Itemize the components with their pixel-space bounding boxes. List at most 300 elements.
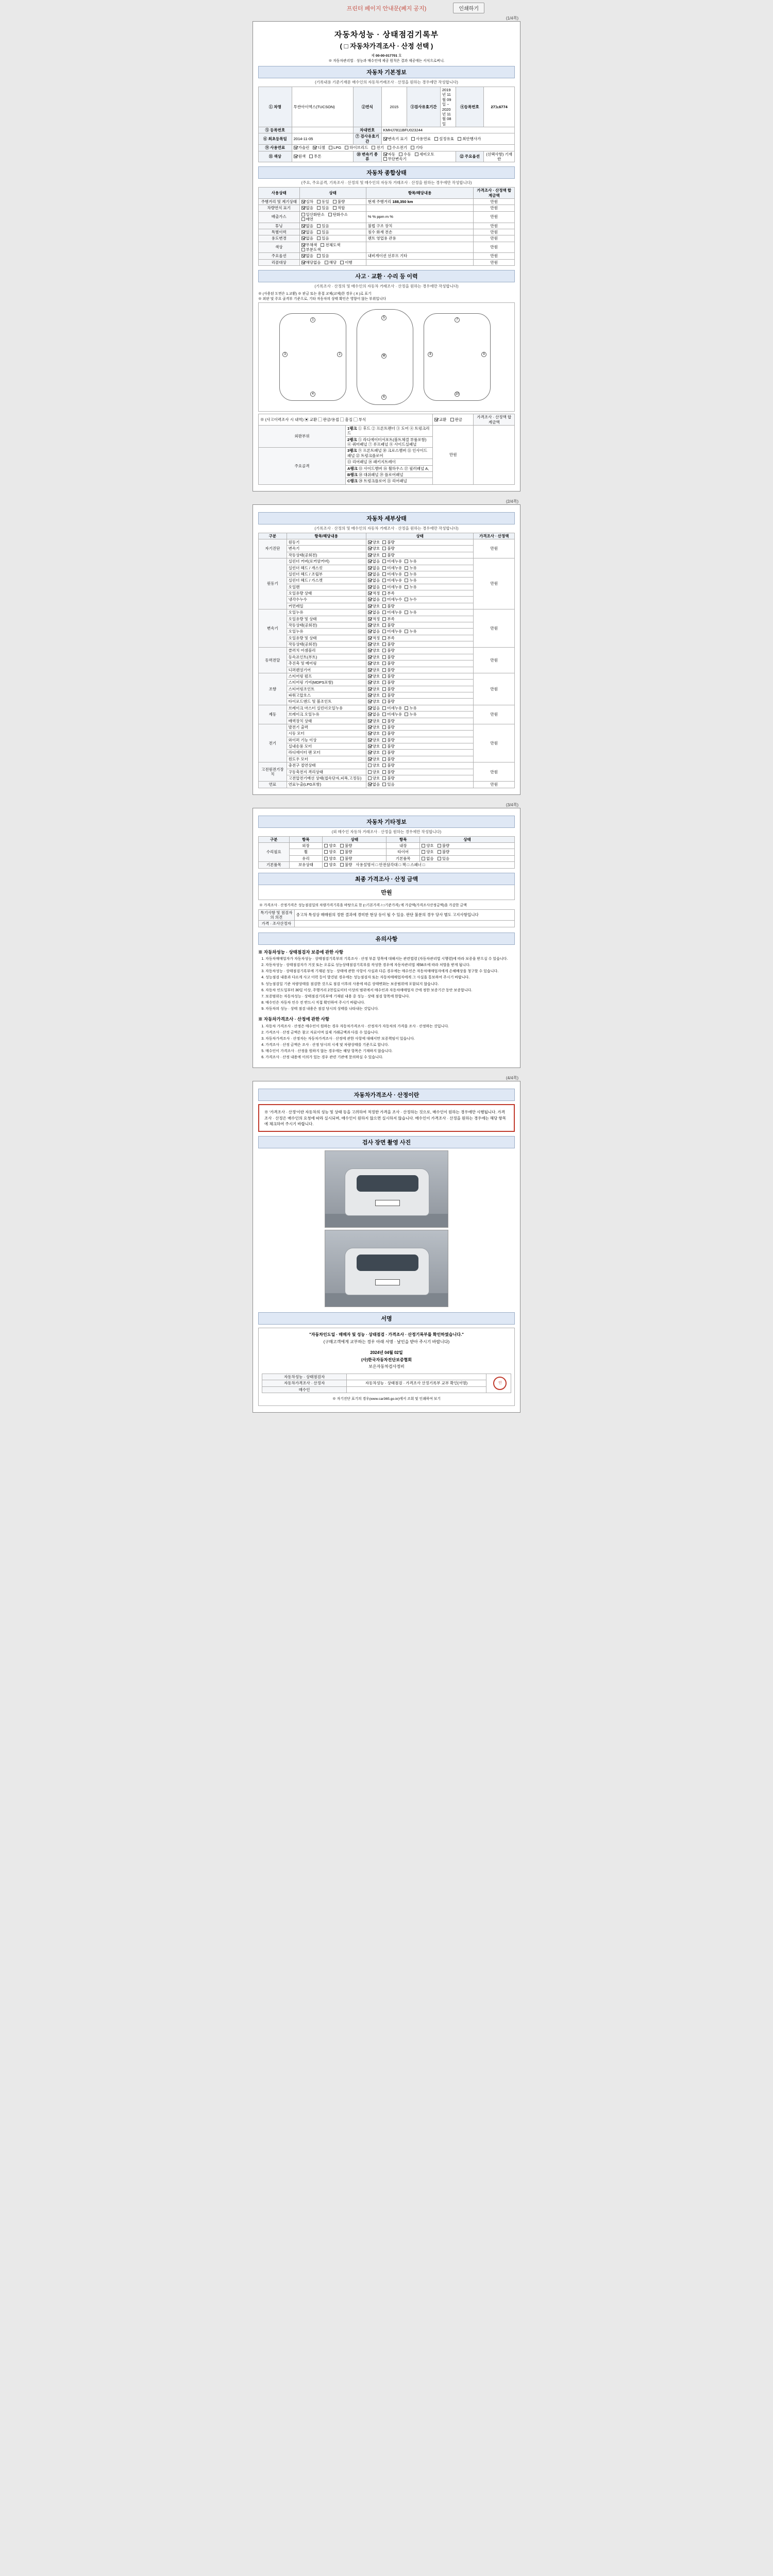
row-price: 만원: [474, 211, 515, 223]
rank-items: ⑨ 프론트패널 ⑩ 크로스멤버 ⑪ 인사이드패널 ⑫ 트렁크플로어: [347, 448, 428, 458]
checkbox-option[interactable]: 최안행사가: [458, 137, 481, 141]
state-option[interactable]: [382, 546, 395, 551]
cell-label: ②연식: [353, 87, 381, 127]
sign-row-value[interactable]: [347, 1374, 486, 1380]
state-option[interactable]: [368, 553, 380, 557]
page-1: [253, 21, 520, 492]
row-options: [366, 737, 474, 743]
state-option[interactable]: [340, 862, 352, 867]
state-option[interactable]: [405, 706, 417, 710]
sign-text-2: (구매고객에게 교부하는 경우 아래 서명 · 날인을 받아 주시기 바랍니다): [323, 1339, 450, 1344]
state-option-label: 불량: [387, 775, 395, 781]
row-name: 실린더 헤드 / 가스켓: [287, 578, 366, 584]
doc-title: 자동차성능 · 상태점검기록부: [334, 30, 439, 39]
state-option[interactable]: [368, 629, 380, 634]
fuel-option[interactable]: [345, 145, 368, 150]
checkbox-option[interactable]: 설정유효: [434, 137, 454, 141]
row-options: [366, 680, 474, 686]
row-options: [366, 584, 474, 590]
notice-item: 1. 자동차 가격조사 · 산정은 매수인이 원하는 경우 자동차가격조사 · 산정자가 자동차의 가격을 조사 · 산정하는 것입니다.: [265, 1024, 515, 1029]
state-option-label: 불량: [387, 750, 395, 755]
state-option[interactable]: [382, 750, 395, 755]
state-option-label: 있음: [387, 782, 395, 787]
sign-company-name: 보은자동차검사정비: [368, 1364, 405, 1369]
row-price: 만원: [474, 223, 515, 229]
row-name: 등속죠인트(부트): [287, 654, 366, 660]
cell-value: 27노6774: [484, 87, 515, 127]
color-option[interactable]: [309, 154, 322, 159]
detail-group-label: 자기진단: [259, 539, 287, 558]
state-option[interactable]: [368, 597, 380, 602]
state-option[interactable]: [368, 604, 380, 608]
rank-row: [345, 459, 432, 465]
fuel-option-label: 디젤: [317, 145, 325, 150]
state-option[interactable]: [368, 610, 380, 615]
row-options: [366, 654, 474, 660]
trans-option[interactable]: [415, 152, 434, 157]
rank-name: C랭크: [347, 479, 358, 484]
state-option[interactable]: [368, 566, 380, 570]
state-option[interactable]: [382, 648, 395, 653]
state-option[interactable]: [368, 776, 380, 781]
state-option[interactable]: [368, 699, 380, 704]
state-option-label: 미세누유: [387, 610, 402, 615]
print-button[interactable]: 인쇄하기: [453, 3, 484, 13]
state-option[interactable]: [438, 856, 450, 861]
state-option-label: 불량: [387, 603, 395, 608]
state-option[interactable]: [328, 212, 348, 217]
state-option[interactable]: [382, 636, 395, 640]
col-header: 가격조사 · 산정액: [474, 533, 515, 539]
row-options: [366, 775, 474, 781]
row-price: 만원: [474, 648, 515, 673]
row-options: [366, 609, 474, 616]
state-option[interactable]: [382, 591, 395, 596]
state-option-label: 불량: [387, 699, 395, 704]
fuel-option-label: LPG: [333, 145, 342, 150]
state-option[interactable]: [382, 725, 395, 730]
fuel-option[interactable]: [294, 145, 310, 150]
state-option[interactable]: [340, 856, 352, 861]
state-option[interactable]: [368, 693, 380, 698]
rank-items: ① 후드 ② 프론트펜더 ③ 도어 ④ 트렁크리드: [347, 426, 430, 436]
diagram-point[interactable]: 6: [381, 395, 386, 400]
row-name: 발전기 출력: [287, 724, 366, 730]
state-option[interactable]: [368, 719, 380, 723]
state-option-label: 미세누유: [387, 559, 402, 564]
topbar: [0, 0, 773, 15]
row-options: [420, 843, 515, 849]
state-option-label: 미세누유: [387, 565, 402, 570]
row-detail: [366, 259, 474, 265]
state-option[interactable]: [301, 217, 314, 222]
state-option[interactable]: [368, 648, 380, 653]
cell-label: ③검사유효기간: [407, 87, 441, 127]
state-option[interactable]: [405, 712, 417, 717]
page-number-3: (3/4쪽): [506, 802, 518, 807]
state-option-label: 불량: [387, 724, 395, 730]
state-option[interactable]: [340, 260, 352, 265]
sign-date: 2024년 04월 02일: [370, 1350, 403, 1355]
state-option[interactable]: [382, 731, 395, 736]
state-option[interactable]: [368, 750, 380, 755]
state-option-label: 양호: [329, 850, 337, 855]
cell-label: ⑤ 등록번호: [259, 127, 292, 133]
state-option[interactable]: [405, 610, 417, 615]
state-option[interactable]: [382, 706, 402, 710]
row-options: [366, 552, 474, 558]
legend-option-label: 판금: [455, 417, 463, 422]
fuel-option[interactable]: [313, 145, 325, 150]
table-row: [259, 558, 515, 565]
state-option[interactable]: [368, 591, 380, 596]
trans-option-label: 자동: [388, 151, 396, 157]
state-option[interactable]: [368, 578, 380, 583]
state-option[interactable]: [301, 236, 314, 241]
row-options: [299, 205, 366, 211]
cell-label: ⑥ 최초등록일: [259, 133, 292, 145]
state-option-label: 누유: [409, 610, 417, 615]
row-name: 휠: [289, 849, 323, 855]
notice-item: 4. 가격조사 · 산정 금액은 조사 · 산정 당시의 시세 및 차량상태를 기준으로 합니다.: [265, 1043, 515, 1048]
state-option[interactable]: [333, 199, 345, 204]
state-option[interactable]: [301, 212, 325, 217]
state-option[interactable]: [422, 850, 434, 854]
table-row: [259, 843, 515, 849]
row-name: 기본품목: [386, 855, 420, 861]
state-option-label: 있음: [322, 236, 329, 241]
state-option[interactable]: [382, 642, 395, 647]
state-option[interactable]: [368, 782, 380, 787]
row-options: [323, 843, 386, 849]
row-options: [366, 558, 474, 565]
state-option[interactable]: [382, 655, 395, 659]
state-option[interactable]: [301, 260, 321, 265]
state-option[interactable]: [301, 206, 314, 210]
state-option[interactable]: [382, 680, 395, 685]
diagram-point[interactable]: 7: [455, 317, 460, 323]
state-option[interactable]: [405, 578, 417, 583]
state-option-label: 양호: [329, 862, 337, 868]
state-option-label: 동일: [322, 199, 329, 204]
diagram-point[interactable]: M: [381, 353, 386, 359]
table-row: [259, 253, 515, 259]
state-option-label: 없음: [372, 610, 380, 615]
checkbox-option[interactable]: 변속기 표기: [383, 137, 408, 141]
band-other: 자동차 기타정보: [258, 816, 515, 828]
notice-heading: ※ 자동차가격조사 · 산정에 관한 사항: [258, 1016, 330, 1022]
color-option-label: 투톤: [314, 154, 322, 159]
state-option[interactable]: [324, 862, 337, 867]
state-option[interactable]: [382, 572, 402, 577]
state-option[interactable]: [438, 850, 450, 854]
diagram-point[interactable]: 8: [428, 352, 433, 357]
state-option-label: 일산화탄소: [306, 212, 325, 217]
row-options: [299, 199, 366, 205]
state-option-label: 부족: [387, 635, 395, 640]
state-option[interactable]: [382, 617, 395, 621]
state-option[interactable]: [368, 546, 380, 551]
row-options: [299, 253, 366, 259]
state-option[interactable]: [368, 731, 380, 736]
rank-row: [345, 478, 432, 484]
state-option[interactable]: [317, 224, 329, 228]
col-header: 상태: [299, 188, 366, 199]
state-option[interactable]: [382, 693, 395, 698]
col-header: 사용상태: [259, 188, 300, 199]
color-label: ⑪ 색상: [259, 151, 292, 162]
outer-label: 외판부위: [259, 425, 346, 448]
state-option[interactable]: [382, 757, 395, 761]
state-option[interactable]: [405, 572, 417, 577]
col-header: 항목: [386, 836, 420, 842]
state-option-label: 없음: [372, 597, 380, 602]
state-option-label: 미세누유: [387, 584, 402, 589]
state-option[interactable]: [368, 680, 380, 685]
row-price: 만원: [474, 229, 515, 235]
state-option[interactable]: [368, 668, 380, 672]
state-option[interactable]: [368, 642, 380, 647]
cell-value: [381, 133, 514, 145]
diagram-point[interactable]: 2: [337, 352, 342, 357]
state-option[interactable]: [368, 559, 380, 564]
row-name: 실린더 헤드 / 개스킷: [287, 565, 366, 571]
state-option[interactable]: [405, 629, 417, 634]
state-option-label: 양호: [329, 843, 337, 848]
state-option[interactable]: [368, 636, 380, 640]
fuel-option[interactable]: [372, 145, 384, 150]
state-option[interactable]: [382, 553, 395, 557]
band-total: 자동차 종합상태: [258, 166, 515, 179]
state-option[interactable]: [368, 540, 380, 545]
band-total-note: (주요, 주요골격, 기록조사 · 산정의 및 매수인의 자동차 거래조사 · 산정을 원하는 경우에만 작성합니다): [301, 180, 472, 185]
state-option-label: 양호: [372, 648, 380, 653]
legend-option[interactable]: [434, 417, 447, 422]
fuel-option[interactable]: [411, 145, 423, 150]
row-name: 배출가스: [259, 211, 300, 223]
state-option[interactable]: [382, 623, 395, 628]
cell-value: 투싼아이엑스(TUCSON): [292, 87, 353, 127]
trans-option[interactable]: [383, 157, 407, 161]
fuel-option-label: 기타: [415, 145, 423, 150]
row-name: 유리: [289, 855, 323, 861]
col-header: 상태: [323, 836, 386, 842]
state-option[interactable]: [324, 843, 337, 848]
diagram-point[interactable]: 3: [282, 352, 288, 357]
band-basic: 자동차 기본정보: [258, 66, 515, 78]
notice-item: 4. 성능점검 내용과 다르게 사고 이력 등이 발견된 경우에는 성능점검자 또는 자동차매매업자에게 그 사실을 통보하여 주시기 바랍니다.: [265, 975, 515, 980]
state-option-label: 양호: [372, 699, 380, 704]
state-option[interactable]: [438, 843, 450, 848]
state-option[interactable]: [382, 629, 402, 634]
state-option[interactable]: [405, 559, 417, 564]
row-options: [366, 686, 474, 692]
state-option[interactable]: [368, 661, 380, 666]
state-option-label: 불량: [387, 737, 395, 742]
page-number-1: (1/4쪽): [506, 16, 518, 21]
state-option[interactable]: [317, 230, 329, 234]
row-name: 색상: [259, 242, 300, 253]
checkbox-option[interactable]: 사용연료: [411, 137, 431, 141]
table-accident-legend: [258, 414, 515, 485]
row-options: [366, 750, 474, 756]
page-number-2: (2/4쪽): [506, 499, 518, 504]
color-option[interactable]: [294, 154, 306, 159]
state-option-label: 미세누유: [387, 629, 402, 634]
diagram-point[interactable]: 5: [381, 315, 386, 320]
row-name: 보유상태: [289, 862, 323, 868]
state-option-label: 없음: [306, 236, 314, 241]
diagram-point[interactable]: 10: [455, 393, 459, 396]
state-option[interactable]: [382, 597, 402, 602]
row-options: [366, 539, 474, 546]
state-option[interactable]: [382, 668, 395, 672]
state-option[interactable]: [324, 856, 337, 861]
state-option[interactable]: [325, 260, 337, 265]
state-option[interactable]: [317, 206, 329, 210]
state-option-label: 양호: [329, 856, 337, 861]
state-option[interactable]: [368, 687, 380, 691]
state-option[interactable]: [368, 623, 380, 628]
row-name: 주요옵션: [259, 253, 300, 259]
row-options: [366, 673, 474, 679]
state-option[interactable]: [368, 757, 380, 761]
state-option-label: 불량: [387, 756, 395, 761]
diagram-point[interactable]: 9: [481, 352, 486, 357]
state-option[interactable]: [382, 782, 395, 787]
state-option[interactable]: [368, 744, 380, 749]
state-option[interactable]: [382, 719, 395, 723]
state-option[interactable]: [368, 725, 380, 730]
state-option[interactable]: [340, 843, 352, 848]
state-option[interactable]: [382, 566, 402, 570]
cell-label: 차대번호: [353, 127, 381, 133]
rank-row: [345, 465, 432, 471]
state-option[interactable]: [301, 247, 321, 252]
state-option-label: 없음: [306, 253, 314, 259]
trans-option[interactable]: [399, 152, 411, 157]
detail-group-label: 고전원전기장치: [259, 762, 287, 782]
legend-option[interactable]: [450, 417, 463, 422]
diagram-point[interactable]: 1: [310, 317, 315, 323]
table-row: [259, 648, 515, 654]
buyer-label: 가격 · 조사산정자: [259, 921, 295, 927]
state-option[interactable]: [382, 604, 395, 608]
state-option[interactable]: [368, 770, 380, 774]
state-option[interactable]: [317, 253, 329, 258]
state-option[interactable]: [333, 206, 345, 210]
row-name: 고전압전기배선 상태(접속단자,피복,고정등): [287, 775, 366, 781]
state-option[interactable]: [382, 540, 395, 545]
state-option[interactable]: [382, 770, 395, 774]
state-option[interactable]: [317, 199, 329, 204]
state-option[interactable]: [301, 230, 314, 234]
fuel-option[interactable]: [329, 145, 341, 150]
state-option[interactable]: [301, 253, 314, 258]
state-option[interactable]: [368, 674, 380, 679]
state-option[interactable]: [382, 776, 395, 781]
state-option[interactable]: [382, 661, 395, 666]
state-option[interactable]: [368, 617, 380, 621]
state-option[interactable]: [382, 699, 395, 704]
col-header: 항목/해당내용: [366, 188, 474, 199]
row-options: [366, 660, 474, 667]
diagram-point[interactable]: 4: [310, 392, 315, 397]
state-option[interactable]: [301, 224, 314, 228]
state-option[interactable]: [382, 687, 395, 691]
fuel-option-label: 가솔린: [298, 145, 310, 150]
state-option[interactable]: [368, 706, 380, 710]
state-option[interactable]: [368, 655, 380, 659]
state-option[interactable]: [382, 610, 402, 615]
state-option[interactable]: [324, 850, 337, 854]
state-option[interactable]: [368, 572, 380, 577]
state-option[interactable]: [382, 738, 395, 742]
legend-options: [432, 414, 474, 426]
state-option[interactable]: [340, 850, 352, 854]
state-option[interactable]: [321, 243, 340, 247]
state-option[interactable]: [382, 712, 402, 717]
row-name: 브레이크 마스터 실린더오일누유: [287, 705, 366, 711]
state-option[interactable]: [405, 585, 417, 589]
row-price: 만원: [474, 235, 515, 242]
rank-name: 3랭크: [347, 448, 357, 453]
state-option[interactable]: [301, 199, 314, 204]
state-option-label: 양호: [372, 673, 380, 679]
state-option[interactable]: [405, 566, 417, 570]
state-option-label: 없음: [372, 782, 380, 787]
state-option[interactable]: [368, 585, 380, 589]
state-option-label: 양호: [372, 731, 380, 736]
state-option[interactable]: [368, 738, 380, 742]
row-name: 실린더 커버(로커암커버): [287, 558, 366, 565]
car-damage-diagram: [258, 302, 515, 412]
state-option-label: 없음: [372, 705, 380, 710]
row-price: 만원: [474, 558, 515, 609]
trans-option-label: 무단변속기: [388, 156, 407, 161]
trans-option-label: 세미오토: [419, 151, 434, 157]
state-option[interactable]: [422, 856, 434, 861]
state-option[interactable]: [368, 712, 380, 717]
state-option[interactable]: [301, 243, 317, 247]
state-option-label: 누유: [409, 578, 417, 583]
state-option[interactable]: [382, 763, 395, 768]
row-name: 윈도우 모터: [287, 756, 366, 762]
state-option[interactable]: [382, 578, 402, 583]
sign-row-value[interactable]: [347, 1386, 486, 1393]
state-option[interactable]: [382, 744, 395, 749]
state-option-label: 있음: [322, 253, 329, 259]
fuel-option[interactable]: [388, 145, 407, 150]
state-option[interactable]: [422, 843, 434, 848]
trans-option[interactable]: [383, 152, 396, 157]
state-option-label: 무채색: [306, 242, 317, 247]
state-option[interactable]: [405, 597, 417, 602]
state-option-label: 없음: [372, 584, 380, 589]
state-option[interactable]: [382, 559, 402, 564]
state-option[interactable]: [317, 236, 329, 241]
state-option[interactable]: [382, 585, 402, 589]
buyer-value[interactable]: [294, 921, 514, 927]
state-option[interactable]: [382, 674, 395, 679]
state-option-label: 양호: [372, 756, 380, 761]
table-row: [259, 229, 515, 235]
option-label: ⑫ 주요옵션: [456, 151, 484, 162]
seal-icon: 인: [493, 1377, 507, 1390]
row-options: [366, 648, 474, 654]
table-row: [259, 724, 515, 730]
state-option[interactable]: [368, 763, 380, 768]
